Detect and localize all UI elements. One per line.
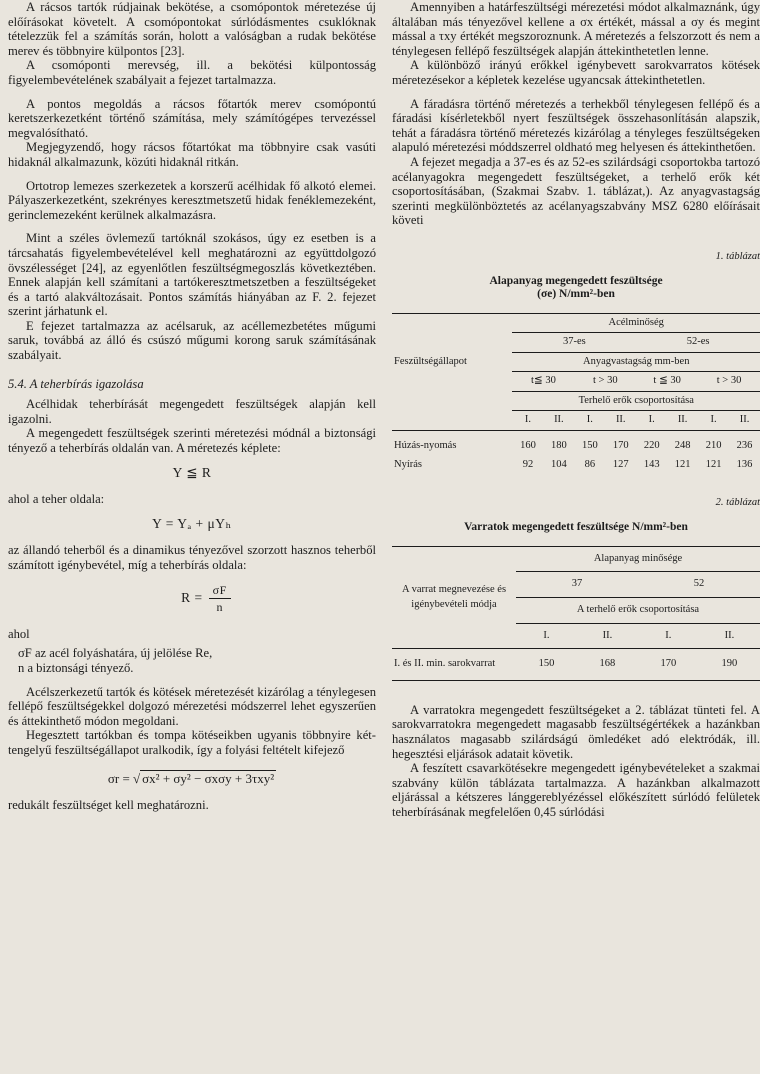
paragraph: A fejezet megadja a 37-es és az 52-es szilárdsági csoportokba tartozó acélanyagokra megengedett feszültségeket, a terhelő erők két csoportosításában, (Szakmai Szabv. 1. táblázat,). Az anyagvastagság szerinti megkülönböztetés az acélanyagszabvány MSZ 6280 előírásait követi <box>392 154 760 228</box>
table-cell: 236 <box>736 440 753 452</box>
paragraph: az állandó teherből és a dinamikus tényezővel szorzott hasznos teherből számított igénybevétel, míg a teherbírás oldala: <box>8 543 376 572</box>
left-column <box>8 0 376 813</box>
table-header: Acélminőség <box>512 313 760 333</box>
table-number: 2. táblázat <box>715 497 760 509</box>
table-title <box>392 275 760 301</box>
paragraph: A rácsos tartók rúdjainak bekötése, a csomópontok méretezése új előírásokat követelt. A csomópontokat súrlódásmentes csuklóknak tételezzük fel a számítás során, holott a valóságban a rudak bekötése merev és többnyire külpontos [23]. <box>8 0 376 58</box>
table-title: Varratok megengedett feszültsége N/mm²-ben <box>464 520 688 533</box>
table-header: I. <box>543 629 550 641</box>
formula-resistance <box>8 583 376 615</box>
table-row-label: Nyírás <box>394 458 422 470</box>
table-number: 1. táblázat <box>715 250 760 262</box>
paragraph: Ortotrop lemezes szerkezetek a korszerű acélhidak fő alkotó elemei. Pályaszerkezetként, szekrényes keresztmetszetű hidak fenéklemezeként, gerinclemezeként kerülnek alkalmazásra. <box>8 178 376 222</box>
table-cell: 150 <box>538 658 555 670</box>
table-cell: 170 <box>612 440 629 452</box>
table-weld-stress <box>392 546 760 681</box>
table-header: A terhelő erők csoportosítása <box>516 598 760 624</box>
formula-design: Y ≦ R <box>172 464 212 480</box>
table-row-header: Feszültségállapot <box>394 355 467 367</box>
table-cell: 168 <box>599 658 616 670</box>
table-cell: 92 <box>522 458 534 470</box>
table-row <box>392 431 760 456</box>
table-cell: 136 <box>736 458 753 470</box>
table-header: II. <box>739 414 750 426</box>
table-row-label: I. és II. min. sarokvarrat <box>394 658 496 670</box>
paragraph: Mint a széles övlemezű tartóknál szokásos, úgy ez esetben is a tárcsahatás figyelembevételével kell meghatározni az együttdolgozó övszélességet [24], az egyenlőtlen feszültségmegoszlás következtében. Ennek alapján kell számítani a tartókeresztmetszetben a feszültségeket és a tartó alakváltozásait. Pontos számítás hiányában az F. 2. fejezet szerint járhatunk el. <box>8 231 376 319</box>
table-row <box>392 456 760 475</box>
table-header: I. <box>586 414 593 426</box>
table-header: Alapanyag minősége <box>516 546 760 572</box>
paragraph: Acélhidak teherbírását megengedett feszültségek alapján kell igazolni. <box>8 397 376 426</box>
symbol-definitions <box>18 646 376 675</box>
table-header: Anyagvastagság mm-ben <box>512 352 760 372</box>
paragraph: A megengedett feszültségek szerinti méretezési módnál a biztonsági tényező a teherbírás oldalán van. A méretezés képlete: <box>8 426 376 456</box>
table-header: 37-es <box>512 333 636 353</box>
table-row-header: A varrat megnevezése és igénybevételi módja <box>401 583 507 610</box>
paragraph: E fejezet tartalmazza az acélsaruk, az acéllemezbetétes műgumi saruk, továbbá az álló és csúszó műgumi korong saruk számításának szabályait. <box>8 318 376 363</box>
table-header: I. <box>524 414 531 426</box>
paragraph: ahol <box>8 626 30 641</box>
paragraph: redukált feszültséget kell meghatározni. <box>8 798 209 813</box>
table-cell: 190 <box>721 658 738 670</box>
table-header: 52 <box>638 572 760 598</box>
table-header: t > 30 <box>574 372 636 392</box>
table-cell: 220 <box>643 440 660 452</box>
table-cell: 121 <box>705 458 722 470</box>
right-column <box>392 0 760 820</box>
table-header: t≦ 30 <box>512 372 574 392</box>
table-cell: 143 <box>643 458 660 470</box>
paragraph: ahol a teher oldala: <box>8 492 105 507</box>
table-header: II. <box>724 629 735 641</box>
table-header: Terhelő erők csoportosítása <box>512 391 760 411</box>
table-cell: 150 <box>581 440 598 452</box>
formula-reduced-stress <box>8 772 376 787</box>
table-header: 52-es <box>636 333 760 353</box>
table-cell: 180 <box>551 440 567 452</box>
paragraph: A csomóponti merevség, ill. a bekötési külpontosság figyelembevételének szabályait a fejezet tartalmazza. <box>8 58 376 87</box>
table-header: t ≦ 30 <box>636 372 698 392</box>
table-header: I. <box>648 414 655 426</box>
table-header: 37 <box>516 572 638 598</box>
paragraph: Megjegyzendő, hogy rácsos főtartókat ma többnyire csak vasúti hidaknál alkalmazunk, közúti hidaknál ritkán. <box>8 140 376 169</box>
table-cell: 104 <box>551 458 567 470</box>
paragraph: A fáradásra történő méretezés a terhekből ténylegesen fellépő és a fáradási kísérletekből nyert feszültségek összehasonlításán alapszik, tehát a fáradásra történő méretezés kizárólag a tényleges feszültségeken alapuló méretezési móddszerrel oldható meg helyesen és áttekinthetően. <box>392 96 760 155</box>
paragraph: A különböző irányú erőkkel igénybevett sarokvarratos kötések méretezésekor a képletek kezelése ugyancsak áttekinthetetlen. <box>392 58 760 87</box>
definition-item: n a biztonsági tényező. <box>18 660 134 675</box>
table-header: II. <box>554 414 564 426</box>
table-cell: 170 <box>660 658 677 670</box>
table-cell: 127 <box>612 458 629 470</box>
paragraph: A pontos megoldás a rácsos főtartók merev csomópontú keretszerkezetként történő számítása, mely számítógépes tervezéssel megvalósítható. <box>8 96 376 140</box>
table-title-line: Alapanyag megengedett feszültsége <box>489 274 663 287</box>
fraction-numerator: σF <box>209 583 231 600</box>
paragraph: Amennyiben a határfeszültségi mérezetési módot alkalmaznánk, úgy általában más tényezővel kellene a σx értékét, mással a σy és megint mással a τxy értékét megszoroznunk. A méretezés a felszorzott és nem a ténylegesen fellépő feszültségek alapján áttekinthetetlen lenne. <box>392 0 760 58</box>
formula-lhs: σr = √ <box>107 770 141 786</box>
table-cell: 210 <box>705 440 722 452</box>
fraction-denominator: n <box>216 600 223 615</box>
radicand: σx² + σy² − σxσy + 3τxy² <box>142 770 275 786</box>
table-header: I. <box>665 629 672 641</box>
table-header: II. <box>602 629 613 641</box>
table-cell: 248 <box>674 440 691 452</box>
formula-lhs: R = <box>181 590 203 606</box>
table-base-material-stress <box>392 313 760 475</box>
paragraph: Hegesztett tartókban és tompa kötéseikben ugyanis többnyire két-tengelyű feszültségállapot uralkodik, így a folyási feltételt kifejező <box>8 728 376 757</box>
table-cell-empty <box>392 411 512 431</box>
paragraph: Acélszerkezetű tartók és kötések méretezését kizárólag a ténylegesen fellépő feszültségekkel dolgozó mérezetési módszerrel lehet egyszerűen és áttekinthető módon megoldani. <box>8 684 376 728</box>
paragraph: A feszített csavarkötésekre megengedett igénybevételeket a szakmai szabvány külön táblázata tartalmazza. A hazánkban alkalmazott eljárással a kétszeres lánggereblyézéssel előkészített súrlódó felületek teherbírásának megfelelően 0,45 súrlódási <box>392 761 760 819</box>
table-row <box>392 649 760 681</box>
table-title-line: (σe) N/mm²-ben <box>537 287 615 300</box>
table-cell: 121 <box>674 458 691 470</box>
table-cell: 160 <box>520 440 536 452</box>
table-header: II. <box>677 414 688 426</box>
section-heading: 5.4. A teherbírás igazolása <box>8 376 144 391</box>
table-row-label: Húzás-nyomás <box>394 440 457 452</box>
table-header: I. <box>710 414 717 426</box>
table-cell: 86 <box>584 458 596 470</box>
table-header: II. <box>615 414 626 426</box>
formula-load: Y = Yₐ + μYₕ <box>152 515 232 531</box>
paragraph: A varratokra megengedett feszültségeket a 2. táblázat tünteti fel. A sarokvarratokra megengedett magasabb feszültségértékek a hazánkban használatos magasabb szilárdságú ömledéket adó elektródák, ill. hegesztési eljárások adatait követik. <box>392 702 760 761</box>
table-header: t > 30 <box>698 372 760 392</box>
definition-item: σF az acél folyáshatára, új jelölése Re, <box>18 646 213 661</box>
